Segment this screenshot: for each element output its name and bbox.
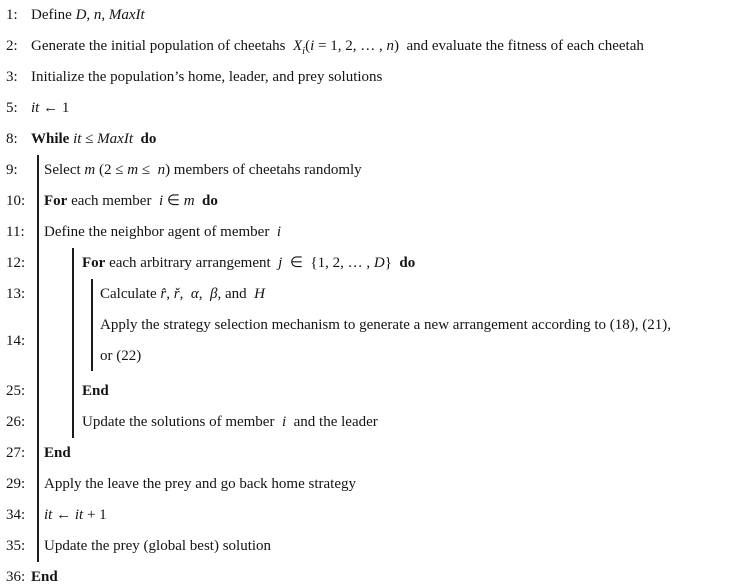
text-segment: End [44, 445, 71, 461]
indent-rule [37, 531, 39, 562]
text-segment: each member [67, 193, 159, 209]
math-variable: n [386, 38, 394, 54]
text-segment: Update the solutions of member [82, 414, 282, 430]
line-number: 11: [6, 224, 25, 240]
math-variable: MaxIt [97, 131, 133, 147]
line-content [31, 0, 145, 31]
algorithm-line [0, 217, 732, 248]
text-segment: While [31, 131, 70, 147]
text-segment: + 1 [83, 507, 107, 523]
indent-rule [91, 310, 93, 371]
indent-rule [72, 376, 74, 407]
indent-rule [37, 248, 39, 279]
line-number: 5: [6, 100, 18, 116]
algorithm-line [0, 438, 732, 469]
line-number: 34: [6, 507, 26, 523]
line-content [100, 310, 671, 372]
math-variable: i [310, 38, 315, 54]
text-segment: End [82, 383, 109, 399]
line-number: 25: [6, 383, 26, 399]
text-segment: , [86, 7, 94, 23]
line-number: 29: [6, 476, 26, 492]
indent-rule [72, 407, 74, 438]
line-content [31, 562, 58, 585]
algorithm-line [0, 469, 732, 500]
math-variable: β [209, 286, 218, 302]
text-segment: For [82, 255, 106, 271]
text-segment: Update the prey (global best) solution [44, 538, 272, 554]
algorithm-line [0, 62, 732, 93]
line-content [31, 31, 644, 63]
text-segment: Select [44, 162, 85, 178]
line-number: 12: [6, 255, 26, 271]
line-content [82, 407, 378, 438]
math-variable: r̂ [160, 286, 167, 302]
text-segment: ≤ [81, 131, 98, 147]
math-variable: m [127, 162, 139, 178]
algorithm-line [0, 407, 732, 438]
indent-rule [91, 279, 93, 310]
math-variable: H [254, 286, 265, 302]
line-content [44, 155, 362, 186]
algorithm-line [0, 31, 732, 62]
math-variable: m [183, 193, 195, 209]
line-number: 27: [6, 445, 26, 461]
algorithm-line [0, 0, 732, 31]
indent-rule [37, 407, 39, 438]
math-variable: i [158, 193, 164, 209]
indent-rule [72, 310, 74, 376]
algorithm-line [0, 155, 732, 186]
math-variable: n [157, 162, 166, 178]
text-segment [195, 193, 203, 209]
algorithm-line [0, 310, 732, 376]
text-segment: , [101, 7, 109, 23]
math-variable: i [281, 414, 287, 430]
line-content [44, 217, 281, 248]
text-segment: = 1, 2, … , [314, 38, 387, 54]
text-segment: or (22) [100, 348, 142, 364]
line-content [82, 248, 415, 279]
line-content [31, 124, 156, 155]
algorithm-line [0, 93, 732, 124]
math-variable: it [31, 100, 40, 116]
math-variable: n [93, 7, 102, 23]
line-number: 3: [6, 69, 18, 85]
text-segment: Apply the leave the prey and go back home strategy [44, 476, 356, 492]
line-content [44, 186, 218, 217]
algorithm-line [0, 562, 732, 585]
math-variable: j [278, 255, 283, 271]
line-number: 2: [6, 38, 18, 54]
line-number: 36: [6, 569, 26, 585]
line-content [44, 469, 356, 500]
math-variable: it [73, 131, 82, 147]
indent-rule [37, 310, 39, 376]
text-segment: , [179, 286, 191, 302]
text-segment: and the leader [286, 414, 378, 430]
text-segment: do [399, 255, 416, 271]
line-number: 10: [6, 193, 26, 209]
math-variable: ř [173, 286, 180, 302]
line-number: 8: [6, 131, 18, 147]
line-number: 13: [6, 286, 26, 302]
line-content [44, 438, 71, 469]
text-segment: End [31, 569, 58, 585]
line-content [44, 500, 107, 531]
text-segment: (2 ≤ [95, 162, 128, 178]
indent-rule [37, 438, 39, 469]
text-segment: Initialize the population’s home, leader, and prey solutions [31, 69, 383, 85]
math-variable: m [84, 162, 96, 178]
math-variable: α [190, 286, 199, 302]
algorithm-line [0, 124, 732, 155]
line-content [100, 279, 265, 310]
indent-rule [37, 186, 39, 217]
algorithm-line [0, 500, 732, 531]
text-segment: ∈ {1, 2, … , [282, 255, 374, 271]
text-segment: Define [31, 7, 76, 23]
line-number: 14: [6, 333, 26, 349]
algorithm-line [0, 279, 732, 310]
indent-rule [37, 155, 39, 186]
text-segment: each arbitrary arrangement [105, 255, 279, 271]
text-segment: , and [217, 286, 255, 302]
math-variable: it [44, 507, 53, 523]
text-segment: Define the neighbor agent of member [44, 224, 277, 240]
text-segment: do [202, 193, 218, 209]
indent-rule [72, 248, 74, 279]
line-number: 1: [6, 7, 18, 23]
indent-rule [37, 279, 39, 310]
indent-rule [37, 217, 39, 248]
text-segment: } [384, 255, 400, 271]
line-number: 35: [6, 538, 26, 554]
text-segment: ≤ [138, 162, 158, 178]
line-content [82, 376, 109, 407]
line-content [44, 531, 271, 562]
text-segment [133, 131, 141, 147]
text-segment: Calculate [100, 286, 161, 302]
math-variable: it [74, 507, 84, 523]
text-segment: ) members of cheetahs randomly [165, 162, 362, 178]
text-segment: ) and evaluate the fitness of each cheetah [393, 38, 644, 54]
line-content [31, 93, 69, 124]
math-variable: i [302, 45, 306, 57]
algorithm-line [0, 376, 732, 407]
math-variable: MaxIt [108, 7, 145, 23]
text-segment: , [198, 286, 210, 302]
math-variable: X [293, 38, 303, 54]
indent-rule [72, 279, 74, 310]
indent-rule [37, 376, 39, 407]
text-segment: ∈ [163, 193, 184, 209]
algorithm-line [0, 531, 732, 562]
algorithm-line [0, 248, 732, 279]
line-number: 9: [6, 162, 18, 178]
line-number: 26: [6, 414, 26, 430]
text-segment: , [166, 286, 174, 302]
text-segment: Apply the strategy selection mechanism to generate a new arrangement according to (18), (21), [100, 317, 672, 333]
text-segment: ← 1 [39, 100, 70, 116]
text-segment: For [44, 193, 68, 209]
math-variable: D [75, 7, 87, 23]
text-segment: ← [52, 507, 75, 523]
indent-rule [37, 469, 39, 500]
math-variable: i [276, 224, 282, 240]
text-segment: Generate the initial population of cheetahs [31, 38, 293, 54]
indent-rule [37, 500, 39, 531]
math-variable: D [373, 255, 385, 271]
text-segment: do [140, 131, 157, 147]
line-content [31, 62, 382, 93]
algorithm-line [0, 186, 732, 217]
text-segment: ( [305, 38, 311, 54]
